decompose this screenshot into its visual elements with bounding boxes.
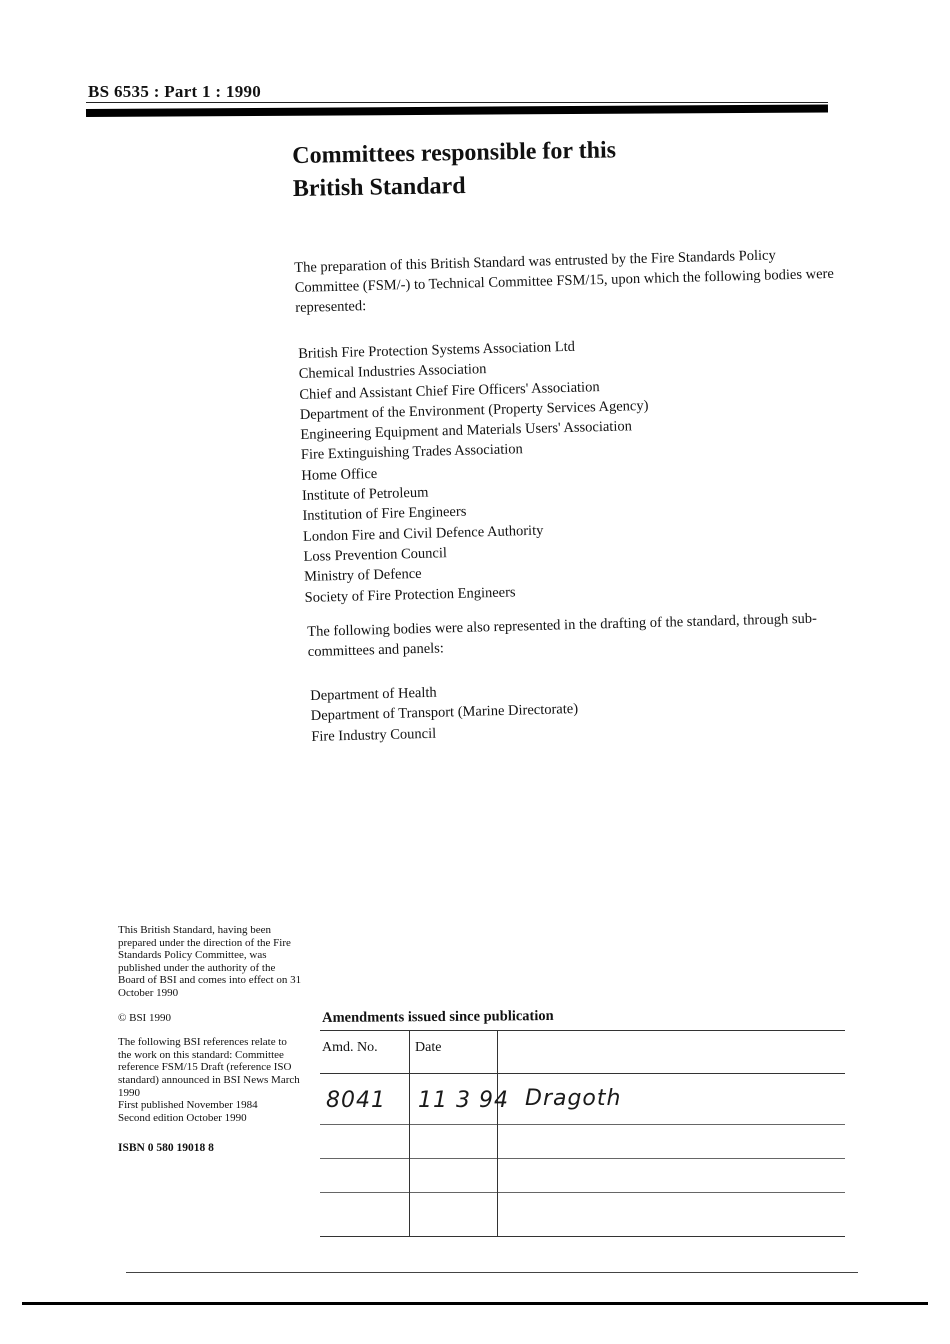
publication-note: This British Standard, having been prepared under the direction of the Fire Standards Policy Committee, was published under the authority of the Board of BSI and comes into effect on 31 October 1990 — [118, 924, 302, 999]
table-rule — [320, 1073, 845, 1074]
list-item: Department of Transport (Marine Directorate) — [310, 701, 579, 725]
header-rule-thin — [86, 102, 828, 103]
amendments-title: Amendments issued since publication — [322, 1007, 554, 1026]
list-item: London Fire and Civil Defence Authority — [302, 522, 544, 545]
list-item: British Fire Protection Systems Association Ltd — [298, 338, 576, 362]
copyright: © BSI 1990 — [118, 1011, 171, 1024]
table-divider — [497, 1030, 498, 1236]
list-item: Home Office — [301, 465, 378, 484]
list-item: Institution of Fire Engineers — [302, 504, 467, 525]
first-published: First published November 1984 — [118, 1099, 258, 1112]
list-item: Department of Health — [310, 684, 437, 704]
amendment-number: 8041 — [326, 1088, 386, 1113]
footer-rule — [22, 1302, 928, 1305]
table-rule — [320, 1030, 845, 1031]
drafting-paragraph: The following bodies were also represented in the drafting of the standard, through sub-committees and panels: — [307, 610, 818, 660]
list-item: Fire Extinguishing Trades Association — [300, 441, 524, 464]
list-item: Engineering Equipment and Materials Users' Association — [300, 418, 633, 444]
drafting-bodies-list — [310, 679, 579, 747]
amendments-table — [320, 1030, 845, 1240]
table-rule — [320, 1158, 845, 1159]
amendment-date: 11 3 94 — [418, 1088, 509, 1113]
table-rule — [320, 1124, 845, 1125]
list-item: Chief and Assistant Chief Fire Officers' Association — [299, 378, 600, 403]
isbn: ISBN 0 580 19018 8 — [118, 1142, 214, 1155]
publication-sidebar — [118, 924, 303, 1155]
list-item: Society of Fire Protection Engineers — [304, 583, 516, 606]
list-item: Chemical Industries Association — [298, 361, 487, 383]
header-rule-thick — [86, 104, 828, 117]
list-item: Ministry of Defence — [303, 566, 422, 586]
list-item: Fire Industry Council — [311, 725, 437, 745]
table-rule — [320, 1236, 845, 1237]
standard-reference: BS 6535 : Part 1 : 1990 — [88, 82, 262, 101]
list-item: Department of the Environment (Property Services Agency) — [299, 397, 649, 423]
column-header-date: Date — [415, 1040, 442, 1055]
bsi-references: The following BSI references relate to the work on this standard: Committee reference FSM/15 Draft (reference ISO standard) announced in BSI News March 1990 — [118, 1036, 300, 1099]
title-line-2: British Standard — [292, 172, 466, 202]
column-header-amd-no: Amd. No. — [322, 1040, 378, 1055]
represented-bodies-list — [298, 335, 653, 608]
title-line-1: Committees responsible for this — [292, 137, 617, 169]
table-divider — [409, 1030, 410, 1236]
amendment-signature: Dragoth — [525, 1086, 622, 1111]
list-item: Institute of Petroleum — [301, 484, 429, 505]
table-rule — [320, 1192, 845, 1193]
intro-paragraph: The preparation of this British Standard was entrusted by the Fire Standards Policy Committee (FSM/-) to Technical Committee FSM/15, upon which the following bodies were represented: — [294, 247, 834, 316]
page-title — [292, 134, 617, 206]
list-item: Loss Prevention Council — [303, 545, 448, 565]
second-edition: Second edition October 1990 — [118, 1111, 247, 1124]
footer-rule-thin — [126, 1272, 858, 1273]
